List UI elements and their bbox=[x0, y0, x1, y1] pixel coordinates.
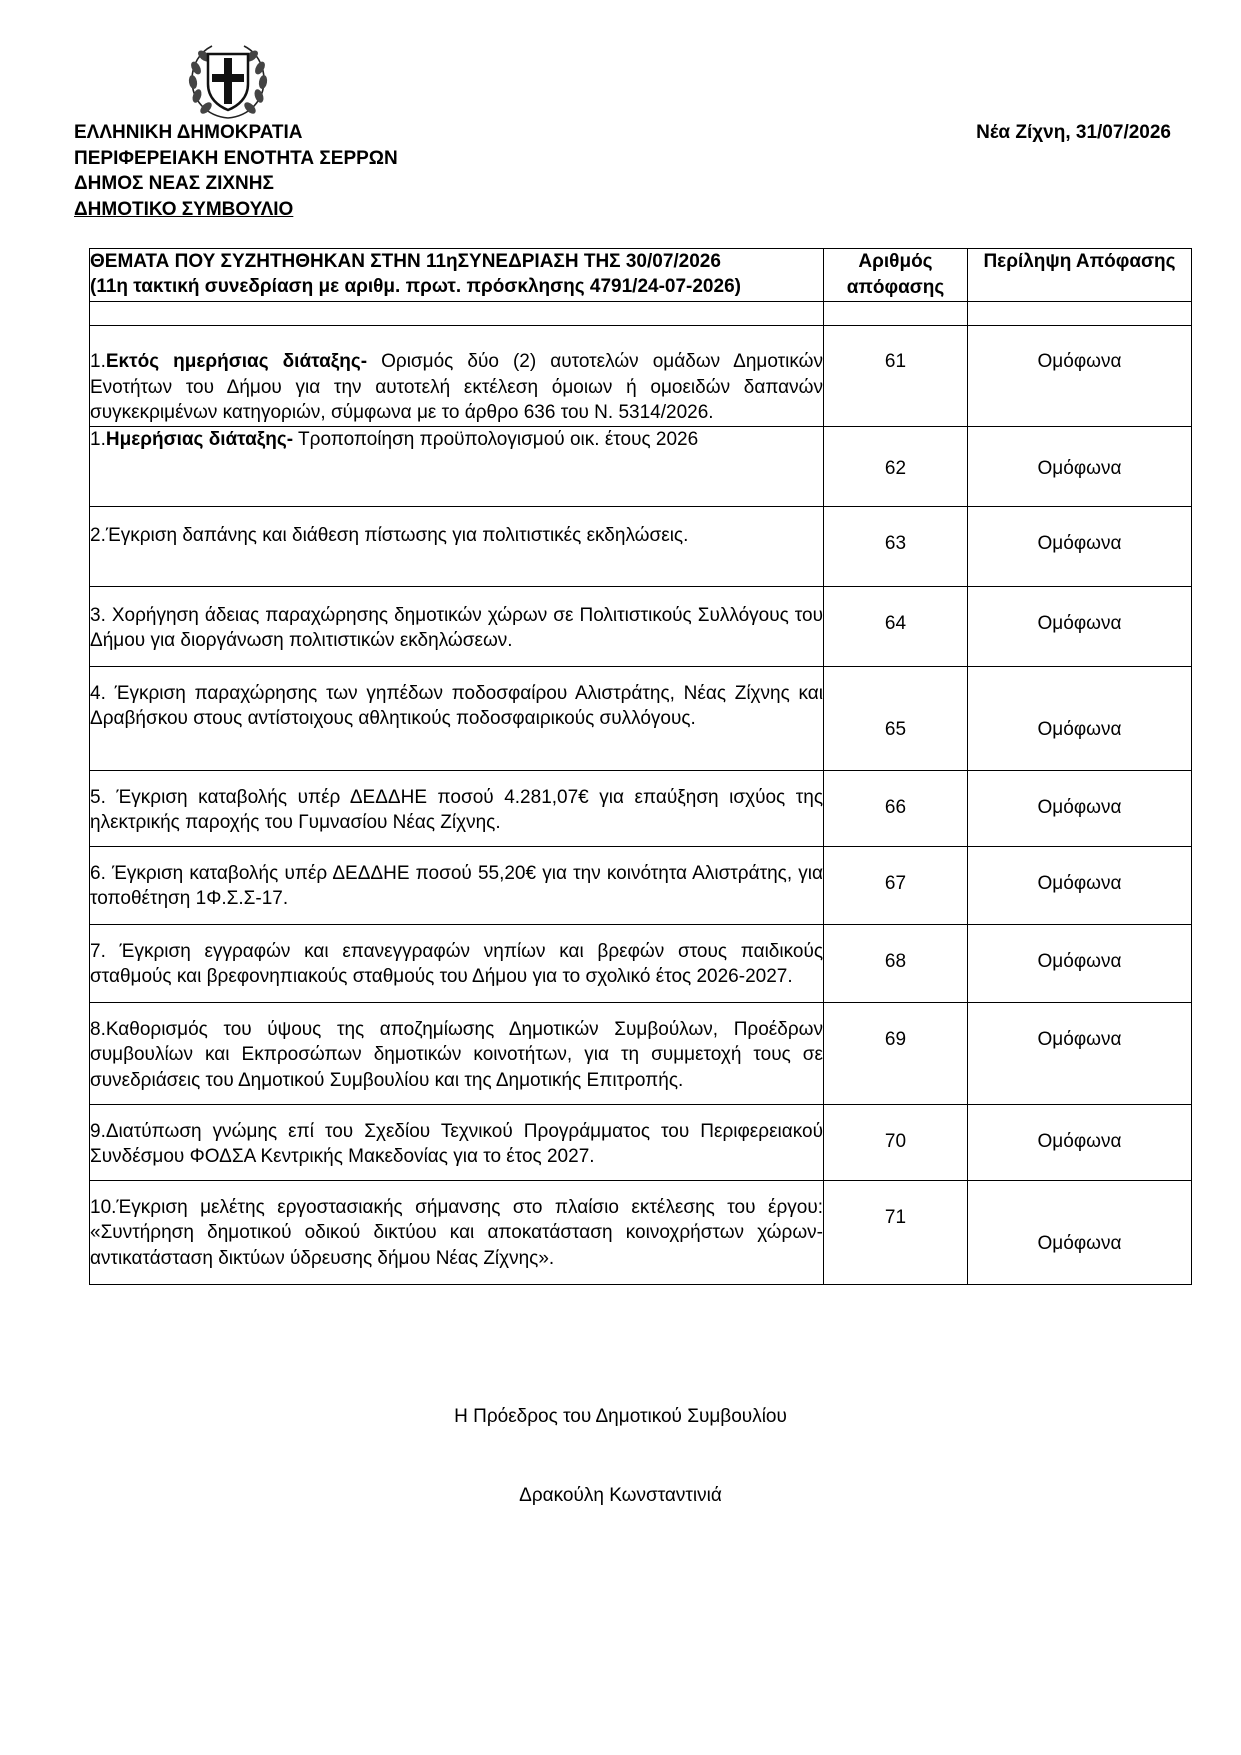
decision-number: 66 bbox=[824, 770, 968, 846]
column-header-number-line2: απόφασης bbox=[846, 277, 945, 298]
table-header-row bbox=[90, 249, 1192, 302]
issuer-line-council: ΔΗΜΟΤΙΚΟ ΣΥΜΒΟΥΛΙΟ bbox=[74, 198, 294, 220]
table-row bbox=[90, 426, 1192, 506]
table-title-line2: (11η τακτική συνεδρίαση με αριθμ. πρωτ. πρόσκλησης 4791/24-07-2026) bbox=[90, 276, 741, 297]
table-row bbox=[90, 666, 1192, 770]
topic-cell bbox=[90, 1180, 824, 1284]
hellenic-republic-emblem-icon bbox=[184, 38, 272, 122]
table-row bbox=[90, 770, 1192, 846]
place-date: Νέα Ζίχνη, 31/07/2026 bbox=[976, 122, 1171, 143]
topic-cell bbox=[90, 846, 824, 924]
decision-summary: Ομόφωνα bbox=[968, 506, 1192, 586]
decision-summary: Ομόφωνα bbox=[968, 586, 1192, 666]
issuer-line-region: ΠΕΡΙΦΕΡΕΙΑΚΗ ΕΝΟΤΗΤΑ ΣΕΡΡΩΝ bbox=[74, 147, 398, 169]
column-header-number-line1: Αριθμός bbox=[858, 251, 933, 272]
topic-text: 2.Έγκριση δαπάνης και διάθεση πίστωσης για πολιτιστικές εκδηλώσεις. bbox=[90, 524, 689, 546]
topic-text: Ορισμός δύο (2) αυτοτελών ομάδων Δημοτικών Ενοτήτων του Δήμου για την αυτοτελή εκτέλεση όμοιων ή ομοειδών δαπανών συγκεκριμένων κατηγοριών, σύμφωνα με το άρθρο 636 του Ν. 5314/2026. bbox=[90, 351, 823, 423]
table-row bbox=[90, 586, 1192, 666]
topic-cell bbox=[90, 426, 824, 506]
topic-cell bbox=[90, 506, 824, 586]
topic-cell bbox=[90, 770, 824, 846]
issuer-line-municipality: ΔΗΜΟΣ ΝΕΑΣ ΖΙΧΝΗΣ bbox=[74, 173, 274, 194]
decision-summary: Ομόφωνα bbox=[968, 1002, 1192, 1104]
column-header-topics bbox=[90, 249, 824, 302]
decision-number: 71 bbox=[824, 1180, 968, 1284]
topic-cell bbox=[90, 666, 824, 770]
decision-summary: Ομόφωνα bbox=[968, 326, 1192, 427]
decision-number: 68 bbox=[824, 924, 968, 1002]
decision-number: 62 bbox=[824, 426, 968, 506]
column-header-decision-number bbox=[824, 249, 968, 302]
decision-number: 63 bbox=[824, 506, 968, 586]
topic-text: 6. Έγκριση καταβολής υπέρ ΔΕΔΔΗΕ ποσού 55,20€ για την κοινότητα Αλιστράτης, για τοποθέτηση 1Φ.Σ.Σ-17. bbox=[90, 862, 823, 909]
topic-cell bbox=[90, 586, 824, 666]
table-row bbox=[90, 1180, 1192, 1284]
table-row bbox=[90, 846, 1192, 924]
table-row bbox=[90, 506, 1192, 586]
decision-summary: Ομόφωνα bbox=[968, 846, 1192, 924]
decision-summary: Ομόφωνα bbox=[968, 666, 1192, 770]
topic-prefix: 1. bbox=[90, 351, 106, 372]
decision-summary: Ομόφωνα bbox=[968, 924, 1192, 1002]
decisions-table bbox=[89, 248, 1192, 1285]
topic-text: 9.Διατύπωση γνώμης επί του Σχεδίου Τεχνικού Προγράμματος του Περιφερειακού Συνδέσμου ΦΟΔΣΑ Κεντρικής Μακεδονίας για το έτος 2027. bbox=[90, 1120, 823, 1167]
topic-cell bbox=[90, 924, 824, 1002]
issuer-line-country: ΕΛΛΗΝΙΚΗ ΔΗΜΟΚΡΑΤΙΑ bbox=[74, 122, 303, 143]
issuer-block bbox=[74, 120, 398, 222]
topic-cell bbox=[90, 326, 824, 427]
decision-number: 70 bbox=[824, 1104, 968, 1180]
topic-text: 5. Έγκριση καταβολής υπέρ ΔΕΔΔΗΕ ποσού 4.281,07€ για επαύξηση ισχύος της ηλεκτρικής παροχής του Γυμνασίου Νέας Ζίχνης. bbox=[90, 786, 823, 833]
table-title-line1: ΘΕΜΑΤΑ ΠΟΥ ΣΥΖΗΤΗΘΗΚΑΝ ΣΤΗΝ 11ηΣΥΝΕΔΡΙΑΣΗ ΤΗΣ 30/07/2026 bbox=[90, 251, 721, 272]
topic-bold-label: Εκτός ημερήσιας διάταξης- bbox=[105, 351, 368, 372]
topic-text: 3. Χορήγηση άδειας παραχώρησης δημοτικών χώρων σε Πολιτιστικούς Συλλόγους του Δήμου για διοργάνωση πολιτιστικών εκδηλώσεων. bbox=[90, 604, 823, 651]
topic-text: 10.Έγκριση μελέτης εργοστασιακής σήμανσης στο πλαίσιο εκτέλεσης του έργου: «Συντήρηση δημοτικού οδικού δικτύου και αποκατάσταση κοινοχρήστων χώρων- αντικατάσταση δικτύων ύδρευσης δήμου Νέας Ζίχνης». bbox=[90, 1196, 823, 1269]
decision-summary: Ομόφωνα bbox=[968, 1104, 1192, 1180]
topic-prefix: 1. bbox=[90, 428, 106, 450]
table-row bbox=[90, 924, 1192, 1002]
table-row bbox=[90, 326, 1192, 427]
topic-cell bbox=[90, 1002, 824, 1104]
decision-number: 69 bbox=[824, 1002, 968, 1104]
decision-summary: Ομόφωνα bbox=[968, 426, 1192, 506]
topic-text: 8.Καθορισμός του ύψους της αποζημίωσης Δημοτικών Συμβούλων, Προέδρων συμβουλίων και Εκπροσώπων δημοτικών κοινοτήτων, για τη συμμετοχή τους σε συνεδριάσεις του Δημοτικού Συμβουλίου και της Δημοτικής Επιτροπής. bbox=[90, 1018, 823, 1091]
decision-number: 64 bbox=[824, 586, 968, 666]
signatory-name: Δρακούλη Κωνσταντινιά bbox=[519, 1485, 722, 1506]
blank-row bbox=[90, 302, 1192, 326]
decision-number: 61 bbox=[824, 326, 968, 427]
topic-text: 7. Έγκριση εγγραφών και επανεγγραφών νηπίων και βρεφών στους παιδικούς σταθμούς και βρεφονηπιακούς σταθμούς του Δήμου για το σχολικό έτος 2026-2027. bbox=[90, 940, 823, 987]
topic-bold-label: Ημερήσιας διάταξης- bbox=[105, 428, 294, 450]
table-row bbox=[90, 1104, 1192, 1180]
table-row bbox=[90, 1002, 1192, 1104]
blank-cell bbox=[824, 302, 968, 326]
topic-text: 4. Έγκριση παραχώρησης των γηπέδων ποδοσφαίρου Αλιστράτης, Νέας Ζίχνης και Δραβήσκου στους αντίστοιχους αθλητικούς ποδοσφαιρικούς συλλόγους. bbox=[90, 682, 823, 729]
decision-number: 65 bbox=[824, 666, 968, 770]
decision-summary: Ομόφωνα bbox=[968, 770, 1192, 846]
blank-cell bbox=[90, 302, 824, 326]
column-header-summary: Περίληψη Απόφασης bbox=[968, 249, 1192, 302]
signatory-role: Η Πρόεδρος του Δημοτικού Συμβουλίου bbox=[454, 1406, 787, 1427]
topic-text: Τροποποίηση προϋπολογισμού οικ. έτους 2026 bbox=[293, 428, 699, 450]
blank-cell bbox=[968, 302, 1192, 326]
decision-summary: Ομόφωνα bbox=[968, 1180, 1192, 1284]
decision-number: 67 bbox=[824, 846, 968, 924]
topic-cell bbox=[90, 1104, 824, 1180]
